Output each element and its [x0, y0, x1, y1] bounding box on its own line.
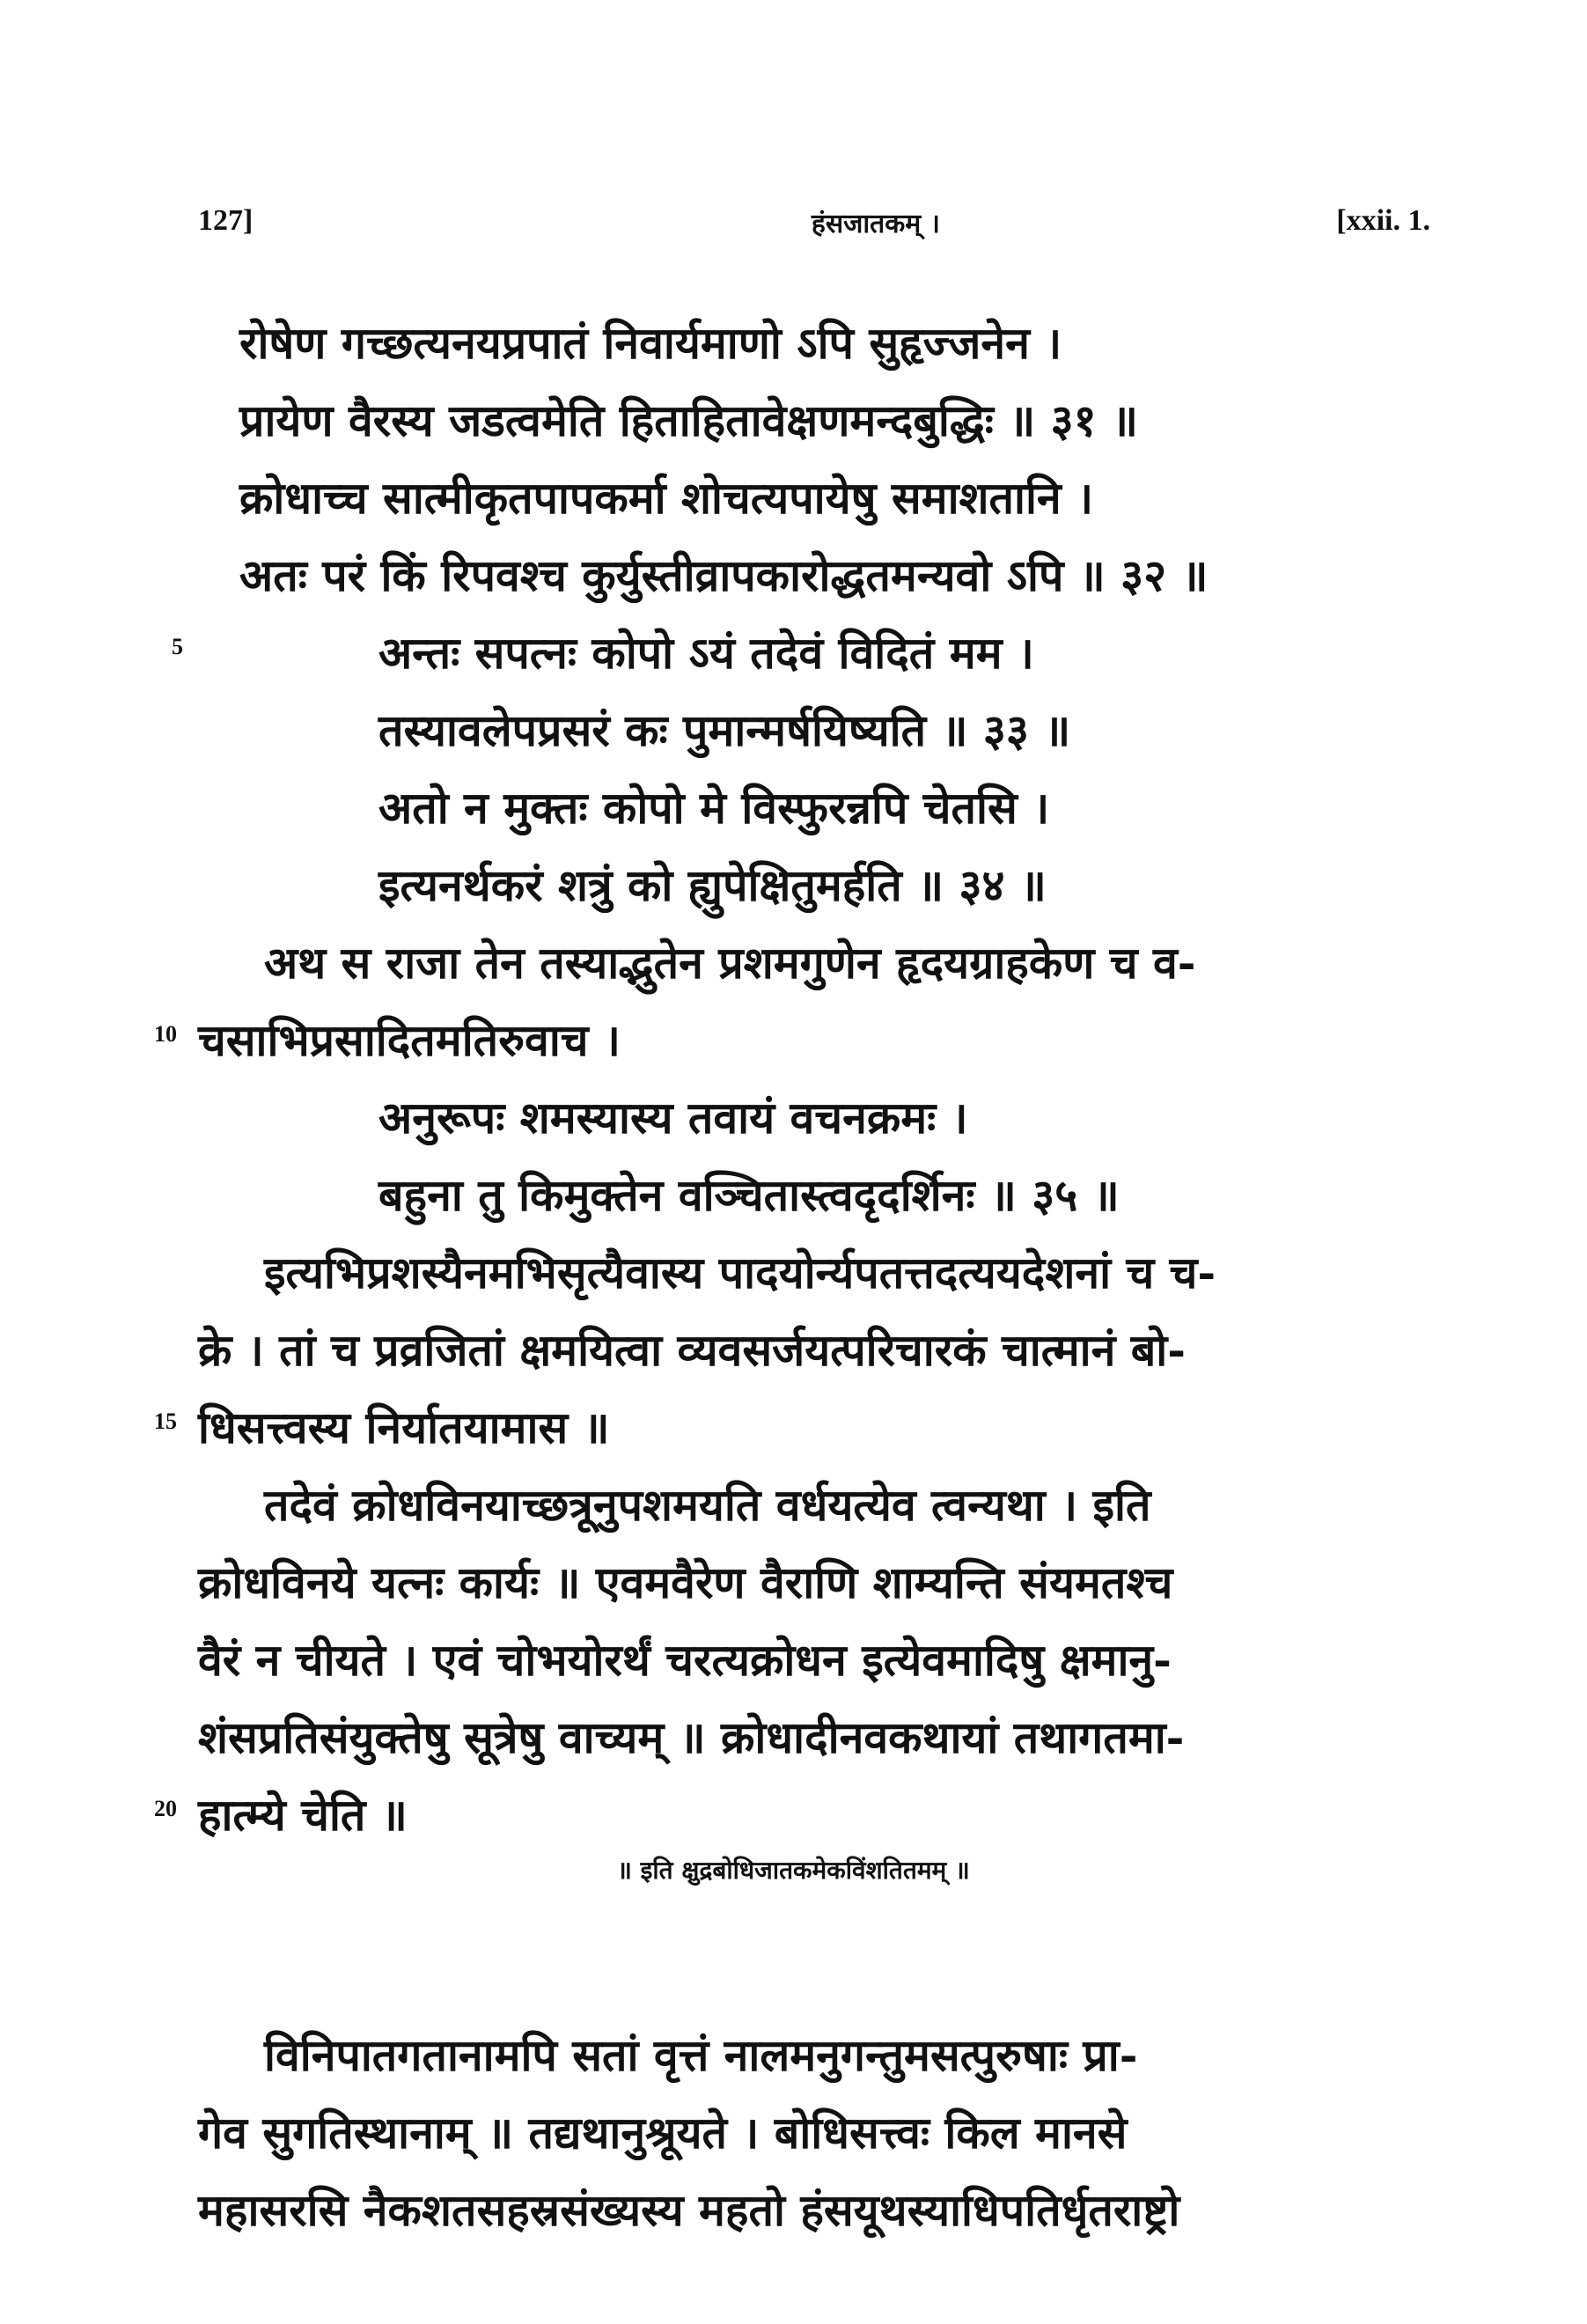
text-line: अन्तः सपत्नः कोपो ऽयं तदेवं विदितं मम । — [378, 627, 1034, 679]
text-line: क्रोधविनये यत्नः कार्यः ॥ एवमवैरेण वैराणि शाम्यन्ति संयमतश्च — [198, 1556, 1173, 1608]
text-line: इत्यभिप्रशस्यैनमभिसृत्यैवास्य पादयोर्न्यपतत्तदत्ययदेशनां च च- — [264, 1247, 1216, 1298]
line-number: 15 — [154, 1408, 177, 1434]
text-line: इत्यनर्थकरं शत्रुं को ह्युपेक्षितुमर्हति ॥ ३४ ॥ — [378, 859, 1047, 911]
text-line: बहुना तु किमुक्तेन वञ्चितास्त्वदृदर्शिनः ॥ ३५ ॥ — [378, 1169, 1120, 1221]
text-line: अतो न मुक्तः कोपो मे विस्फुरन्नपि चेतसि । — [378, 782, 1050, 834]
running-head — [198, 204, 1430, 257]
text-line: विनिपातगतानामपि सतां वृत्तं नालमनुगन्तुमसत्पुरुषाः प्रा- — [264, 2029, 1138, 2081]
line-number: 10 — [154, 1021, 177, 1047]
text-line: महासरसि नैकशतसहस्रसंख्यस्य महतो हंसयूथस्याधिपतिर्धृतराष्ट्रो — [198, 2184, 1180, 2236]
colophon: ॥ इति क्षुद्रबोधिजातकमेकविंशतितमम् ॥ — [617, 1856, 970, 1885]
section-reference: [xxii. 1. — [1336, 204, 1430, 237]
text-line: धिसत्त्वस्य निर्यातयामास ॥ — [198, 1401, 610, 1453]
text-line: वैरं न चीयते । एवं चोभयोरर्थं चरत्यक्रोधन इत्येवमादिषु क्षमानु- — [198, 1634, 1172, 1686]
page-number: 127] — [198, 204, 253, 237]
text-line: क्रे । तां च प्रव्रजितां क्षमयित्वा व्यवसर्जयत्परिचारकं चात्मानं बो- — [198, 1324, 1187, 1376]
text-line: अनुरूपः शमस्यास्य तवायं वचनक्रमः । — [378, 1092, 968, 1144]
text-line: क्रोधाच्च सात्मीकृतपापकर्मा शोचत्यपायेषु समाशतानि । — [239, 472, 1094, 524]
text-line: शंसप्रतिसंयुक्तेषु सूत्रेषु वाच्यम् ॥ क्रोधादीनवकथायां तथागतमा- — [198, 1711, 1185, 1763]
line-number: 20 — [154, 1796, 177, 1821]
text-line: अथ स राजा तेन तस्याद्भुतेन प्रशमगुणेन हृदयग्राहकेण च व- — [264, 937, 1196, 989]
text-line: तदेवं क्रोधविनयाच्छत्रूनुपशमयति वर्धयत्येव त्वन्यथा । इति — [264, 1479, 1151, 1531]
text-line: अतः परं किं रिपवश्च कुर्युस्तीव्रापकारोद्धतमन्यवो ऽपि ॥ ३२ ॥ — [239, 549, 1209, 601]
text-line: चसाभिप्रसादितमतिरुवाच । — [198, 1014, 621, 1066]
line-number: 5 — [172, 634, 183, 659]
text-line: गेव सुगतिस्थानाम् ॥ तद्यथानुश्रूयते । बोधिसत्त्वः किल मानसे — [198, 2107, 1128, 2159]
text-line: हात्म्ये चेति ॥ — [198, 1789, 408, 1841]
text-line: प्रायेण वैरस्य जडत्वमेति हिताहितावेक्षणमन्दबुद्धिः ॥ ३१ ॥ — [239, 394, 1138, 446]
text-line: रोषेण गच्छत्यनयप्रपातं निवार्यमाणो ऽपि सुहृज्जनेन । — [239, 317, 1062, 369]
text-line: तस्यावलेपप्रसरं कः पुमान्मर्षयिष्यति ॥ ३३ ॥ — [378, 704, 1071, 756]
running-title: हंसजातकम् । — [811, 209, 941, 239]
